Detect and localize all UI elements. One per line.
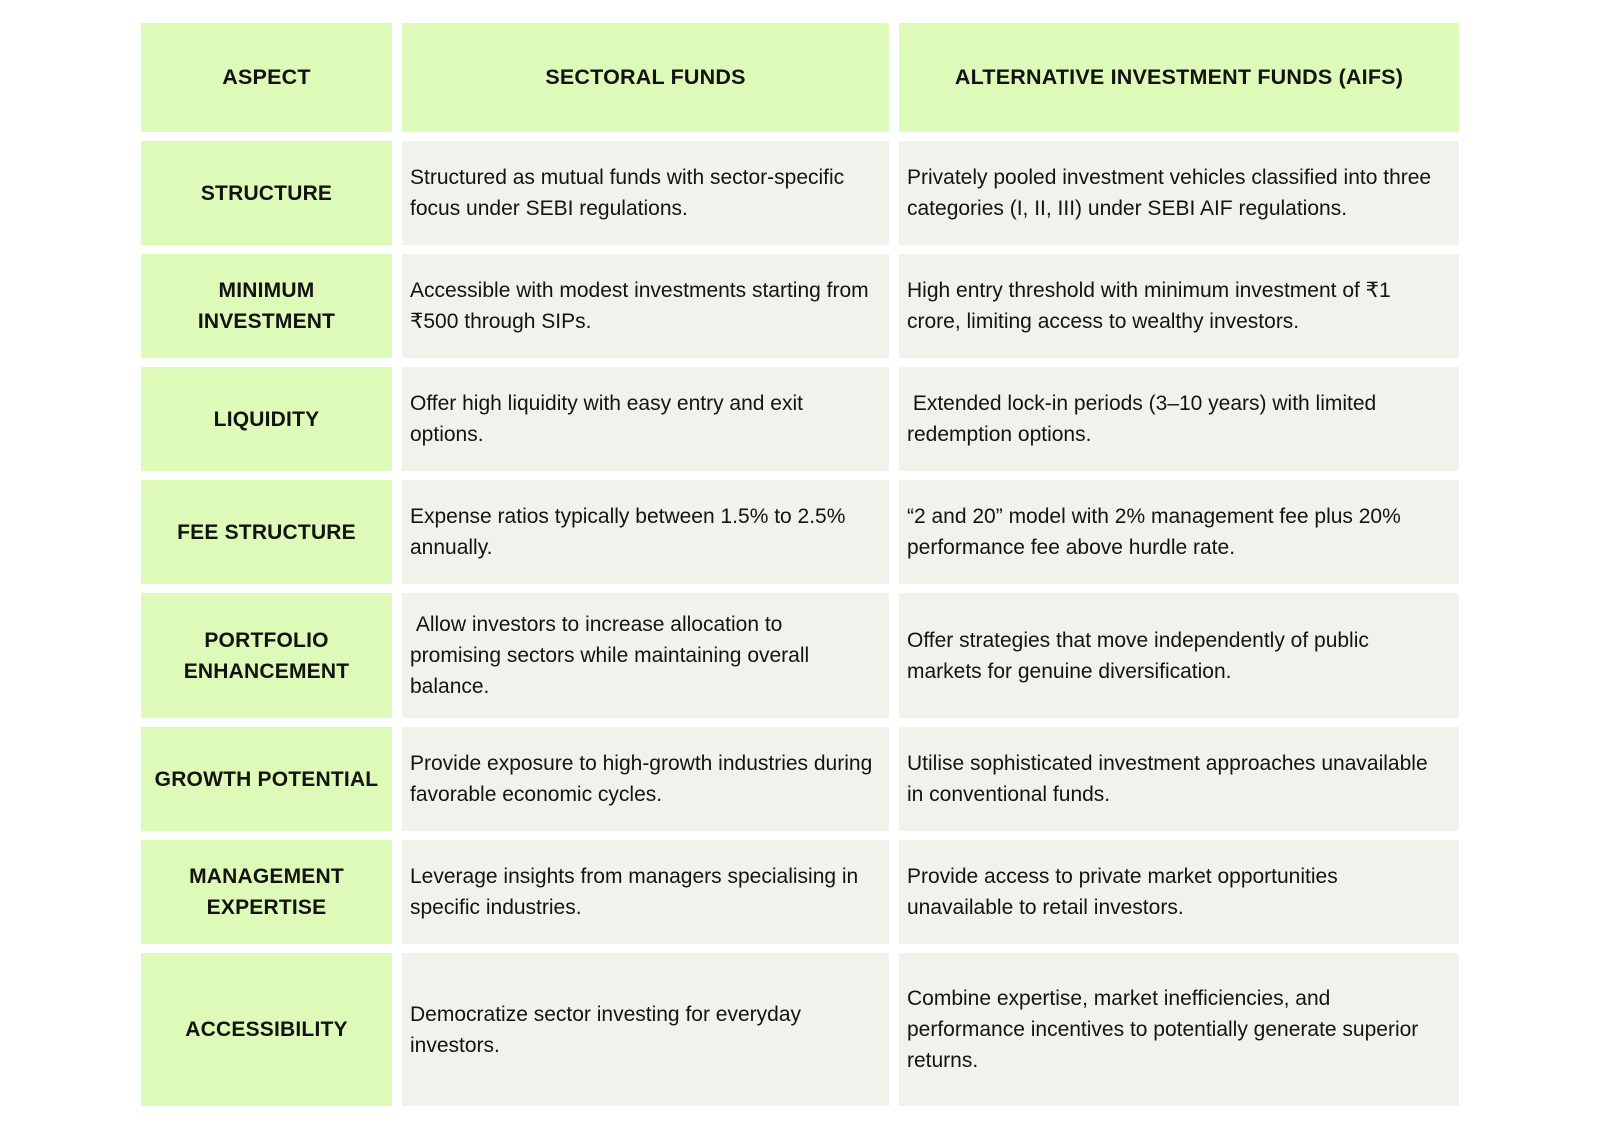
aspect-label: MINIMUM INVESTMENT xyxy=(141,254,392,358)
cell-text: “2 and 20” model with 2% management fee plus 20% performance fee above hurdle rate. xyxy=(907,505,1407,559)
table-row-liquidity xyxy=(141,367,1459,471)
cell-text: Democratize sector investing for everyday investors. xyxy=(410,1002,807,1057)
cell-text: Accessible with modest investments starting from ₹500 through SIPs. xyxy=(410,279,875,333)
cell-text: Offer high liquidity with easy entry and exit options. xyxy=(410,392,809,446)
aifs-cell xyxy=(899,953,1459,1106)
table-row-structure xyxy=(141,141,1459,245)
cell-text: Provide access to private market opportunities unavailable to retail investors. xyxy=(907,865,1344,919)
cell-text: Privately pooled investment vehicles classified into three categories (I, II, III) under SEBI AIF regulations. xyxy=(907,166,1437,220)
header-cell-aspect: ASPECT xyxy=(141,23,392,132)
cell-text: High entry threshold with minimum investment of ₹1 crore, limiting access to wealthy investors. xyxy=(907,279,1397,333)
cell-text: Provide exposure to high-growth industries during favorable economic cycles. xyxy=(410,752,879,806)
sectoral-funds-cell xyxy=(402,367,889,471)
aifs-cell xyxy=(899,480,1459,584)
table-row-portfolio-enhancement xyxy=(141,593,1459,718)
aspect-label: LIQUIDITY xyxy=(141,367,392,471)
aifs-cell xyxy=(899,727,1459,831)
table-row-fee-structure xyxy=(141,480,1459,584)
header-cell-aifs: ALTERNATIVE INVESTMENT FUNDS (AIFS) xyxy=(899,23,1459,132)
table-row-minimum-investment xyxy=(141,254,1459,358)
header-row xyxy=(141,23,1459,132)
cell-text: Leverage insights from managers specialising in specific industries. xyxy=(410,865,865,919)
aifs-cell xyxy=(899,593,1459,718)
table-row-growth-potential xyxy=(141,727,1459,831)
aifs-cell xyxy=(899,254,1459,358)
cell-text: Utilise sophisticated investment approaches unavailable in conventional funds. xyxy=(907,752,1434,806)
cell-text: Offer strategies that move independently of public markets for genuine diversification. xyxy=(907,628,1375,683)
sectoral-funds-cell xyxy=(402,480,889,584)
sectoral-funds-cell xyxy=(402,840,889,944)
cell-text: Allow investors to increase allocation to promising sectors while maintaining overall balance. xyxy=(410,613,816,698)
header-cell-sectoral-funds: SECTORAL FUNDS xyxy=(402,23,889,132)
aifs-cell xyxy=(899,840,1459,944)
sectoral-funds-cell xyxy=(402,727,889,831)
aspect-label: ACCESSIBILITY xyxy=(141,953,392,1106)
aspect-label: GROWTH POTENTIAL xyxy=(141,727,392,831)
aifs-cell xyxy=(899,141,1459,245)
sectoral-funds-cell xyxy=(402,254,889,358)
sectoral-funds-cell xyxy=(402,593,889,718)
aspect-label: PORTFOLIO ENHANCEMENT xyxy=(141,593,392,718)
cell-text: Expense ratios typically between 1.5% to 2.5% annually. xyxy=(410,505,852,559)
aifs-cell xyxy=(899,367,1459,471)
cell-text: Structured as mutual funds with sector-specific focus under SEBI regulations. xyxy=(410,166,851,220)
cell-text: Combine expertise, market inefficiencies, and performance incentives to potentially generate superior returns. xyxy=(907,987,1425,1072)
aspect-label: FEE STRUCTURE xyxy=(141,480,392,584)
comparison-table xyxy=(141,23,1459,1115)
sectoral-funds-cell xyxy=(402,141,889,245)
aspect-label: MANAGEMENT EXPERTISE xyxy=(141,840,392,944)
aspect-label: STRUCTURE xyxy=(141,141,392,245)
sectoral-funds-cell xyxy=(402,953,889,1106)
table-row-accessibility xyxy=(141,953,1459,1106)
cell-text: Extended lock-in periods (3–10 years) with limited redemption options. xyxy=(907,392,1383,446)
table-row-management-expertise xyxy=(141,840,1459,944)
